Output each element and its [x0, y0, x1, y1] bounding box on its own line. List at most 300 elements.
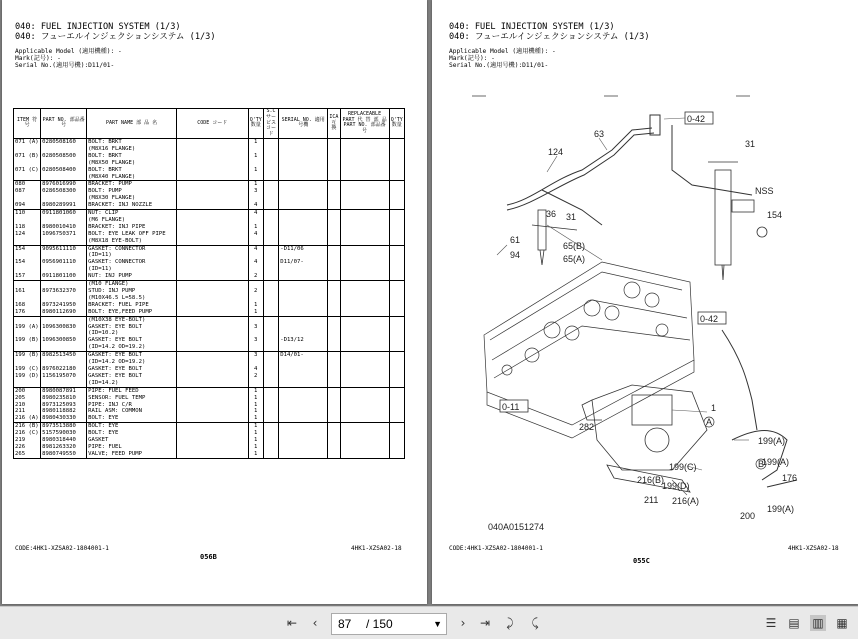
item-cell [14, 238, 41, 245]
part-no-cell [41, 359, 87, 366]
part-name-cell: BOLT: EYE [87, 423, 177, 430]
ica-cell [328, 430, 340, 437]
callout-label: 282 [579, 422, 595, 432]
ica-cell [328, 373, 340, 380]
mark: Mark(記号): - [15, 55, 61, 62]
sc-cell [263, 337, 278, 344]
ica-cell [328, 402, 340, 409]
part-no-cell [41, 238, 87, 245]
code-cell [177, 437, 249, 444]
item-cell: 168 [14, 302, 41, 309]
repl-part-cell [340, 217, 389, 224]
repl-part-cell [340, 188, 389, 195]
sc-cell [263, 309, 278, 316]
table-row [14, 217, 405, 224]
code-cell [177, 337, 249, 344]
sc-cell [263, 252, 278, 259]
part-no-cell [41, 316, 87, 323]
table-row [14, 259, 405, 266]
table-row [14, 302, 405, 309]
serial-cell [279, 395, 328, 402]
part-no-cell [41, 146, 87, 153]
qty-cell: 1 [248, 423, 263, 430]
repl-qty-cell [389, 202, 404, 209]
callout-label: 199(A) [767, 504, 795, 514]
sc-cell [263, 408, 278, 415]
code-cell [177, 408, 249, 415]
serial-cell [279, 295, 328, 302]
code-cell [177, 138, 249, 145]
two-page-continuous-view-icon[interactable]: ▦ [836, 616, 848, 630]
part-name-cell: (ID=11) [87, 252, 177, 259]
serial-cell [279, 324, 328, 331]
part-no-cell: 8980087891 [41, 387, 87, 394]
serial-cell [279, 167, 328, 174]
serial-cell [279, 146, 328, 153]
ica-cell [328, 444, 340, 451]
serial-cell [279, 181, 328, 188]
footer-code: CODE:4HK1-XZSA02-1804001-1 [449, 545, 543, 552]
col-ica: ICA 互換 [328, 109, 340, 139]
callout-label: 176 [782, 473, 798, 483]
repl-qty-cell [389, 252, 404, 259]
part-no-cell: 1096750371 [41, 231, 87, 238]
part-no-cell: 8980235810 [41, 395, 87, 402]
code-cell [177, 195, 249, 202]
item-cell: 176 [14, 309, 41, 316]
repl-qty-cell [389, 402, 404, 409]
repl-qty-cell [389, 395, 404, 402]
repl-qty-cell [389, 245, 404, 252]
repl-part-cell [340, 324, 389, 331]
part-name-cell: GASKET: EYE BOLT [87, 373, 177, 380]
qty-cell: 1 [248, 138, 263, 145]
item-cell: 199 (A) [14, 324, 41, 331]
single-page-view-icon[interactable]: ☰ [765, 616, 777, 630]
ica-cell [328, 366, 340, 373]
item-cell [14, 316, 41, 323]
repl-part-cell [340, 344, 389, 351]
part-name-cell: BRACKET: PUMP [87, 181, 177, 188]
repl-part-cell [340, 408, 389, 415]
code-cell [177, 316, 249, 323]
part-name-cell: GASKET: EYE BOLT [87, 337, 177, 344]
table-row [14, 402, 405, 409]
rotate-cw-icon[interactable]: ⤸ [506, 616, 514, 630]
part-name-cell: PIPE: INJ C/R [87, 402, 177, 409]
serial-cell [279, 266, 328, 273]
code-cell [177, 160, 249, 167]
sc-cell [263, 273, 278, 280]
qty-cell: 1 [248, 430, 263, 437]
repl-qty-cell [389, 160, 404, 167]
two-page-view-icon[interactable]: ▥ [810, 615, 826, 631]
repl-part-cell [340, 153, 389, 160]
part-name-cell: (M6 FLANGE) [87, 217, 177, 224]
callout-label: 199(A) [762, 457, 790, 467]
sc-cell [263, 217, 278, 224]
repl-qty-cell [389, 224, 404, 231]
callout-label: 94 [510, 250, 521, 260]
repl-part-cell [340, 266, 389, 273]
serial-cell [279, 217, 328, 224]
part-no-cell: 8980430330 [41, 415, 87, 422]
serial-cell [279, 252, 328, 259]
part-no-cell [41, 252, 87, 259]
table-row [14, 202, 405, 209]
part-name-cell: (M8X50 FLANGE) [87, 160, 177, 167]
qty-cell [248, 266, 263, 273]
code-cell [177, 252, 249, 259]
part-no-cell: 0280508400 [41, 167, 87, 174]
serial-cell [279, 160, 328, 167]
code-cell [177, 302, 249, 309]
repl-qty-cell [389, 352, 404, 359]
part-no-cell [41, 174, 87, 181]
ica-cell [328, 337, 340, 344]
viewer-toolbar [0, 606, 858, 639]
part-name-cell: BRACKET: INJ PIPE [87, 224, 177, 231]
item-cell: 219 [14, 437, 41, 444]
sc-cell [263, 266, 278, 273]
item-cell [14, 217, 41, 224]
last-page-icon[interactable]: ⇥ [479, 616, 491, 630]
repl-part-cell [340, 373, 389, 380]
repl-qty-cell [389, 344, 404, 351]
footer-ref: 4HK1-XZSA02-18 [788, 545, 839, 552]
repl-qty-cell [389, 153, 404, 160]
repl-qty-cell [389, 309, 404, 316]
repl-qty-cell [389, 238, 404, 245]
callout-label: 200 [740, 511, 756, 521]
serial-cell: D11/07- [279, 259, 328, 266]
part-no-cell [41, 217, 87, 224]
table-row [14, 451, 405, 458]
repl-part-cell [340, 252, 389, 259]
repl-part-cell [340, 415, 389, 422]
table-row [14, 245, 405, 252]
repl-part-cell [340, 402, 389, 409]
repl-part-cell [340, 259, 389, 266]
page-dropdown-icon[interactable]: ▼ [433, 619, 442, 629]
table-row [14, 153, 405, 160]
repl-qty-cell [389, 146, 404, 153]
part-name-cell: GASKET: EYE BOLT [87, 324, 177, 331]
item-cell: 211 [14, 408, 41, 415]
repl-part-cell [340, 181, 389, 188]
table-row [14, 366, 405, 373]
callout-label: 36 [546, 209, 557, 219]
item-cell [14, 146, 41, 153]
serial-cell: D14/01- [279, 352, 328, 359]
serial-cell [279, 210, 328, 217]
part-name-cell: (M10 FLANGE) [87, 281, 177, 288]
ica-cell [328, 224, 340, 231]
repl-part-cell [340, 451, 389, 458]
part-no-cell: 8976016990 [41, 181, 87, 188]
qty-cell [248, 380, 263, 387]
table-row [14, 344, 405, 351]
item-cell [14, 330, 41, 337]
mark: Mark(記号): - [449, 55, 495, 62]
sc-cell [263, 245, 278, 252]
table-row [14, 337, 405, 344]
repl-qty-cell [389, 387, 404, 394]
table-row [14, 231, 405, 238]
part-name-cell: (M10X38 EYE-BOLT) [87, 316, 177, 323]
callout-label: 63 [594, 129, 605, 139]
code-cell [177, 415, 249, 422]
part-no-cell: 0911801060 [41, 210, 87, 217]
callout-label: 31 [745, 139, 756, 149]
part-no-cell: 0286508300 [41, 188, 87, 195]
repl-part-cell [340, 444, 389, 451]
item-cell: 154 [14, 259, 41, 266]
table-row [14, 288, 405, 295]
serial-cell [279, 437, 328, 444]
part-no-cell: 8980118882 [41, 408, 87, 415]
ica-cell [328, 146, 340, 153]
code-cell [177, 380, 249, 387]
part-name-cell: VALVE; FEED PUMP [87, 451, 177, 458]
code-cell [177, 181, 249, 188]
ica-cell [328, 281, 340, 288]
sc-cell [263, 344, 278, 351]
repl-qty-cell [389, 451, 404, 458]
code-cell [177, 330, 249, 337]
supply-pump-drawing [582, 385, 707, 470]
qty-cell: 4 [248, 366, 263, 373]
sc-cell [263, 231, 278, 238]
part-no-cell: 8973125093 [41, 402, 87, 409]
repl-part-cell [340, 202, 389, 209]
qty-cell: 4 [248, 259, 263, 266]
page-title-en: 040: FUEL INJECTION SYSTEM (1/3) [15, 22, 181, 32]
applicable-model: Applicable Model (適用機種): - [15, 48, 122, 55]
code-cell [177, 444, 249, 451]
qty-cell: 3 [248, 337, 263, 344]
serial-cell [279, 330, 328, 337]
table-row [14, 444, 405, 451]
repl-qty-cell [389, 195, 404, 202]
repl-qty-cell [389, 302, 404, 309]
item-cell [14, 295, 41, 302]
code-cell [177, 202, 249, 209]
item-cell [14, 380, 41, 387]
part-no-cell: 9095611110 [41, 245, 87, 252]
item-cell: 216 (C) [14, 430, 41, 437]
repl-part-cell [340, 281, 389, 288]
qty-cell: 1 [248, 451, 263, 458]
repl-qty-cell [389, 408, 404, 415]
code-cell [177, 281, 249, 288]
sc-cell [263, 188, 278, 195]
code-cell [177, 273, 249, 280]
footer-code: CODE:4HK1-XZSA02-1804001-1 [15, 545, 109, 552]
part-no-cell [41, 281, 87, 288]
callout-label: 0-42 [687, 114, 706, 124]
part-no-cell: 0956901110 [41, 259, 87, 266]
repl-qty-cell [389, 324, 404, 331]
repl-part-cell [340, 423, 389, 430]
part-no-cell: 8973632370 [41, 288, 87, 295]
sc-cell [263, 373, 278, 380]
prev-page-icon[interactable]: ‹ [312, 616, 318, 630]
applicable-model: Applicable Model (適用機種): - [449, 48, 556, 55]
table-row [14, 238, 405, 245]
repl-qty-cell [389, 430, 404, 437]
part-name-cell: BOLT: EYE,FEED PUMP [87, 309, 177, 316]
repl-part-cell [340, 387, 389, 394]
repl-qty-cell [389, 138, 404, 145]
sc-cell [263, 153, 278, 160]
code-cell [177, 224, 249, 231]
item-cell [14, 195, 41, 202]
repl-part-cell [340, 337, 389, 344]
table-row [14, 138, 405, 145]
part-no-cell: 1096300850 [41, 337, 87, 344]
first-page-icon[interactable]: ⇤ [286, 616, 298, 630]
repl-part-cell [340, 174, 389, 181]
serial-cell [279, 402, 328, 409]
repl-qty-cell [389, 217, 404, 224]
qty-cell: 1 [248, 437, 263, 444]
item-cell: 199 (C) [14, 366, 41, 373]
qty-cell: 4 [248, 231, 263, 238]
qty-cell [248, 217, 263, 224]
part-name-cell: GASKET: CONNECTOR [87, 259, 177, 266]
repl-part-cell [340, 138, 389, 145]
qty-cell: 4 [248, 202, 263, 209]
part-name-cell: NUT: CLIP [87, 210, 177, 217]
repl-qty-cell [389, 273, 404, 280]
next-page-icon[interactable]: › [460, 616, 466, 630]
repl-part-cell [340, 146, 389, 153]
repl-part-cell [340, 352, 389, 359]
repl-qty-cell [389, 167, 404, 174]
part-name-cell: BRACKET: FUEL PIPE [87, 302, 177, 309]
page-title-jp: 040: フューエルインジェクションシステム (1/3) [15, 32, 216, 42]
repl-part-cell [340, 430, 389, 437]
part-name-cell: RAIL ASM: COMMON [87, 408, 177, 415]
part-name-cell: BOLT: BRKT [87, 153, 177, 160]
qty-cell [248, 252, 263, 259]
code-cell [177, 324, 249, 331]
code-cell [177, 238, 249, 245]
current-page[interactable]: 87 [338, 617, 352, 631]
code-cell [177, 217, 249, 224]
sc-cell [263, 174, 278, 181]
part-name-cell: PIPE: FUEL [87, 444, 177, 451]
sc-cell [263, 451, 278, 458]
code-cell [177, 451, 249, 458]
serial-no: Serial No.(適用号機):D11/01- [449, 62, 549, 69]
col-sc: S.C サービス コード [263, 109, 278, 139]
ica-cell [328, 210, 340, 217]
rotate-ccw-icon[interactable]: ⤹ [531, 616, 539, 630]
part-no-cell: 1156195070 [41, 373, 87, 380]
repl-part-cell [340, 316, 389, 323]
qty-cell: 4 [248, 210, 263, 217]
sc-cell [263, 181, 278, 188]
sc-cell [263, 359, 278, 366]
continuous-view-icon[interactable]: ▤ [788, 616, 800, 630]
qty-cell: 1 [248, 408, 263, 415]
ica-cell [328, 408, 340, 415]
qty-cell [248, 146, 263, 153]
col-repl-title: REPLACEABLE PART 代 替 部 品 [342, 110, 387, 123]
qty-cell: 3 [248, 324, 263, 331]
code-cell [177, 366, 249, 373]
page-label: 056B [200, 553, 217, 561]
ica-cell [328, 324, 340, 331]
item-cell [14, 252, 41, 259]
repl-qty-cell [389, 359, 404, 366]
repl-qty-cell [389, 380, 404, 387]
item-cell: 199 (D) [14, 373, 41, 380]
repl-part-cell [340, 224, 389, 231]
ica-cell [328, 188, 340, 195]
sc-cell [263, 316, 278, 323]
sc-cell [263, 224, 278, 231]
item-cell: 157 [14, 273, 41, 280]
ica-cell [328, 259, 340, 266]
ica-cell [328, 174, 340, 181]
leak-off-pipe-drawing [507, 115, 660, 225]
part-name-cell: (M8X18 EYE-BOLT) [87, 238, 177, 245]
ica-cell [328, 252, 340, 259]
sc-cell [263, 195, 278, 202]
page-number-box[interactable] [331, 613, 447, 635]
part-no-cell [41, 195, 87, 202]
table-row [14, 359, 405, 366]
table-row [14, 395, 405, 402]
table-row [14, 160, 405, 167]
table-row [14, 295, 405, 302]
ica-cell [328, 344, 340, 351]
part-no-cell: 8976022180 [41, 366, 87, 373]
col-code: CODE コード [177, 109, 249, 139]
code-cell [177, 288, 249, 295]
serial-cell [279, 238, 328, 245]
serial-cell [279, 174, 328, 181]
callout-label: 0-42 [700, 314, 719, 324]
item-cell: 200 [14, 387, 41, 394]
ica-cell [328, 352, 340, 359]
callout-label: NSS [755, 186, 774, 196]
qty-cell: 1 [248, 181, 263, 188]
repl-part-cell [340, 295, 389, 302]
item-cell: 124 [14, 231, 41, 238]
qty-cell: 1 [248, 167, 263, 174]
table-row [14, 352, 405, 359]
page-left [2, 0, 427, 604]
part-name-cell: (ID=14.2 OD=19.2) [87, 359, 177, 366]
code-cell [177, 430, 249, 437]
sc-cell [263, 330, 278, 337]
table-row [14, 330, 405, 337]
ica-cell [328, 266, 340, 273]
page-label: 055C [633, 557, 650, 565]
callout-label: 61 [510, 235, 521, 245]
repl-part-cell [340, 359, 389, 366]
table-row [14, 373, 405, 380]
part-no-cell [41, 160, 87, 167]
table-row [14, 423, 405, 430]
table-row [14, 266, 405, 273]
table-row [14, 309, 405, 316]
repl-qty-cell [389, 295, 404, 302]
